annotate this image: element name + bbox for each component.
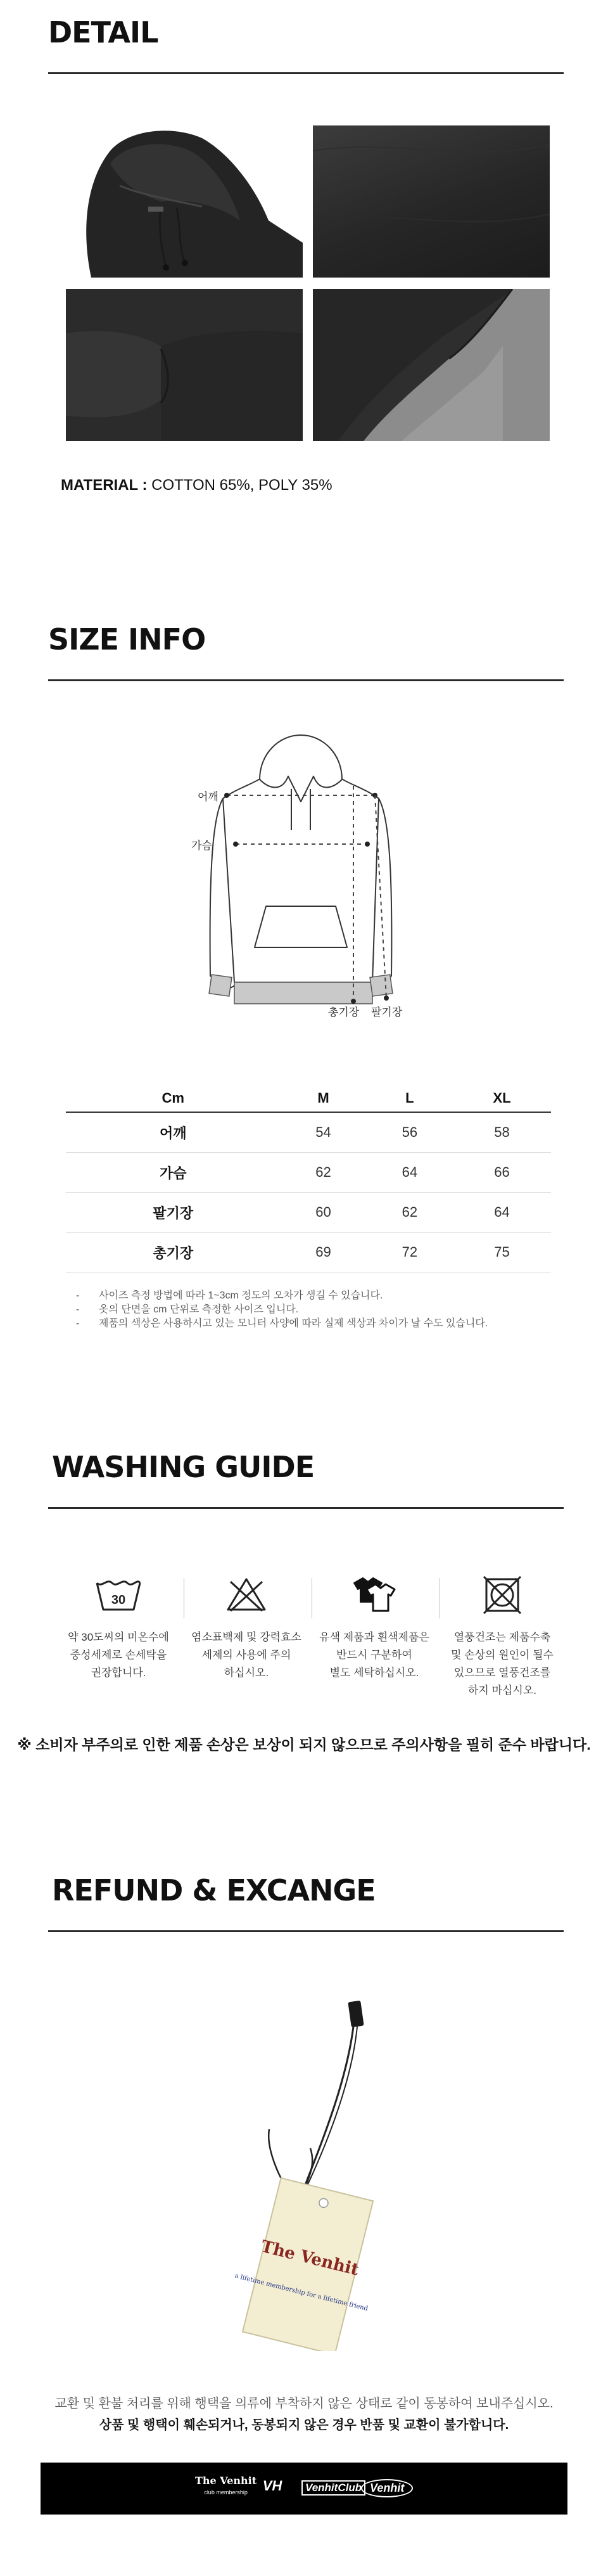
cell-value: 75 bbox=[453, 1233, 551, 1272]
cell-value: 62 bbox=[367, 1193, 453, 1233]
cell-value: 69 bbox=[280, 1233, 366, 1272]
row-label: 어깨 bbox=[66, 1112, 280, 1153]
detail-divider bbox=[48, 72, 564, 74]
table-row bbox=[66, 1233, 551, 1272]
wash-item-separate bbox=[314, 1569, 434, 1682]
wash-text: 약 30도씨의 미온수에 중성세제로 손세탁을 권장합니다. bbox=[68, 1631, 169, 1679]
detail-photo-fabric bbox=[313, 125, 550, 278]
size-note: - 제품의 색상은 사용하시고 있는 모니터 사양에 따라 실제 색상과 차이가 날 수도 있습니다. bbox=[76, 1317, 488, 1331]
detail-photo-cuff bbox=[66, 289, 303, 441]
washing-guide-title: WASHING GUIDE bbox=[52, 1450, 315, 1484]
material-label: MATERIAL : bbox=[61, 477, 148, 494]
size-note: - 옷의 단면을 cm 단위로 측정한 사이즈 입니다. bbox=[76, 1303, 488, 1317]
wash-item-30 bbox=[58, 1569, 179, 1682]
wash-item-no-bleach bbox=[186, 1569, 307, 1682]
no-tumble-dry-icon bbox=[442, 1569, 562, 1620]
table-row bbox=[66, 1193, 551, 1233]
header-xl: XL bbox=[453, 1085, 551, 1112]
table-row bbox=[66, 1153, 551, 1193]
wash-item-no-tumble-dry bbox=[442, 1569, 562, 1700]
washing-warning: ※ 소비자 부주의로 인한 제품 손상은 보상이 되지 않으므로 주의사항을 필히 준수 바랍니다. bbox=[17, 1736, 591, 1753]
cell-value: 62 bbox=[280, 1153, 366, 1193]
no-bleach-icon bbox=[186, 1569, 307, 1620]
size-table bbox=[66, 1085, 551, 1272]
footer-logo-bar bbox=[41, 2463, 567, 2515]
cell-value: 60 bbox=[280, 1193, 366, 1233]
wash-text: 염소표백제 및 강력효소 세제의 사용에 주의 하십시오. bbox=[191, 1631, 301, 1679]
header-m: M bbox=[280, 1085, 366, 1112]
cell-value: 54 bbox=[280, 1112, 366, 1153]
size-notes bbox=[76, 1289, 488, 1331]
label-chest: 가슴 bbox=[191, 840, 212, 852]
hang-tag-illustration bbox=[209, 1996, 399, 2351]
hoodie-size-diagram bbox=[190, 729, 431, 1033]
label-sleeve-length: 팔기장 bbox=[371, 1006, 403, 1018]
size-info-divider bbox=[48, 679, 564, 681]
tag-slogan-text: a lifetime membership for a lifetime friend bbox=[234, 2272, 369, 2313]
material-text bbox=[61, 477, 332, 494]
cell-value: 64 bbox=[367, 1153, 453, 1193]
separate-wash-icon bbox=[314, 1569, 434, 1620]
detail-photo-inner-fleece bbox=[313, 289, 550, 441]
footer-logo-venhitclub: VenhitClub bbox=[301, 2480, 365, 2496]
footer-logo-text: The Venhit bbox=[195, 2475, 257, 2487]
size-table-header bbox=[66, 1085, 551, 1112]
detail-title: DETAIL bbox=[48, 15, 158, 49]
header-l: L bbox=[367, 1085, 453, 1112]
cell-value: 66 bbox=[453, 1153, 551, 1193]
detail-photo-hood bbox=[66, 125, 303, 278]
row-label: 총기장 bbox=[66, 1233, 280, 1272]
footer-logo-venhit-club bbox=[195, 2475, 256, 2498]
header-cm: Cm bbox=[66, 1085, 280, 1112]
footer-logo-venhit-oval: Venhit bbox=[361, 2479, 413, 2497]
cell-value: 58 bbox=[453, 1112, 551, 1153]
footer-logo-sub: club membership bbox=[204, 2489, 248, 2496]
wash-30-icon bbox=[58, 1569, 179, 1620]
size-info-title: SIZE INFO bbox=[48, 622, 206, 657]
washing-divider bbox=[48, 1507, 564, 1509]
refund-divider bbox=[48, 1930, 564, 1932]
row-label: 팔기장 bbox=[66, 1193, 280, 1233]
cell-value: 56 bbox=[367, 1112, 453, 1153]
cell-value: 64 bbox=[453, 1193, 551, 1233]
label-total-length: 총기장 bbox=[328, 1006, 360, 1018]
row-label: 가슴 bbox=[66, 1153, 280, 1193]
refund-warning: 상품 및 행택이 훼손되거나, 동봉되지 않은 경우 반품 및 교환이 불가합니다. bbox=[99, 2418, 509, 2432]
wash-temp-badge: 30 bbox=[111, 1593, 126, 1607]
refund-instruction: 교환 및 환불 처리를 위해 행택을 의류에 부착하지 않은 상태로 같이 동봉하여 보내주십시오. bbox=[54, 2397, 554, 2411]
table-row bbox=[66, 1112, 551, 1153]
refund-title: REFUND & EXCANGE bbox=[52, 1873, 376, 1907]
label-shoulder: 어깨 bbox=[198, 791, 218, 803]
footer-logo-vh: VH bbox=[262, 2478, 282, 2494]
cell-value: 72 bbox=[367, 1233, 453, 1272]
material-value: COTTON 65%, POLY 35% bbox=[147, 477, 332, 494]
wash-text: 유색 제품과 흰색제품은 반드시 구분하여 별도 세탁하십시오. bbox=[319, 1631, 429, 1679]
size-note: - 사이즈 측정 방법에 따라 1~3cm 정도의 오차가 생길 수 있습니다. bbox=[76, 1289, 488, 1303]
wash-text: 열풍건조는 제품수축 및 손상의 원인이 될수 있으므로 열풍건조를 하지 마십시오. bbox=[451, 1631, 554, 1696]
tag-brand-text: The Venhit bbox=[258, 2237, 361, 2280]
